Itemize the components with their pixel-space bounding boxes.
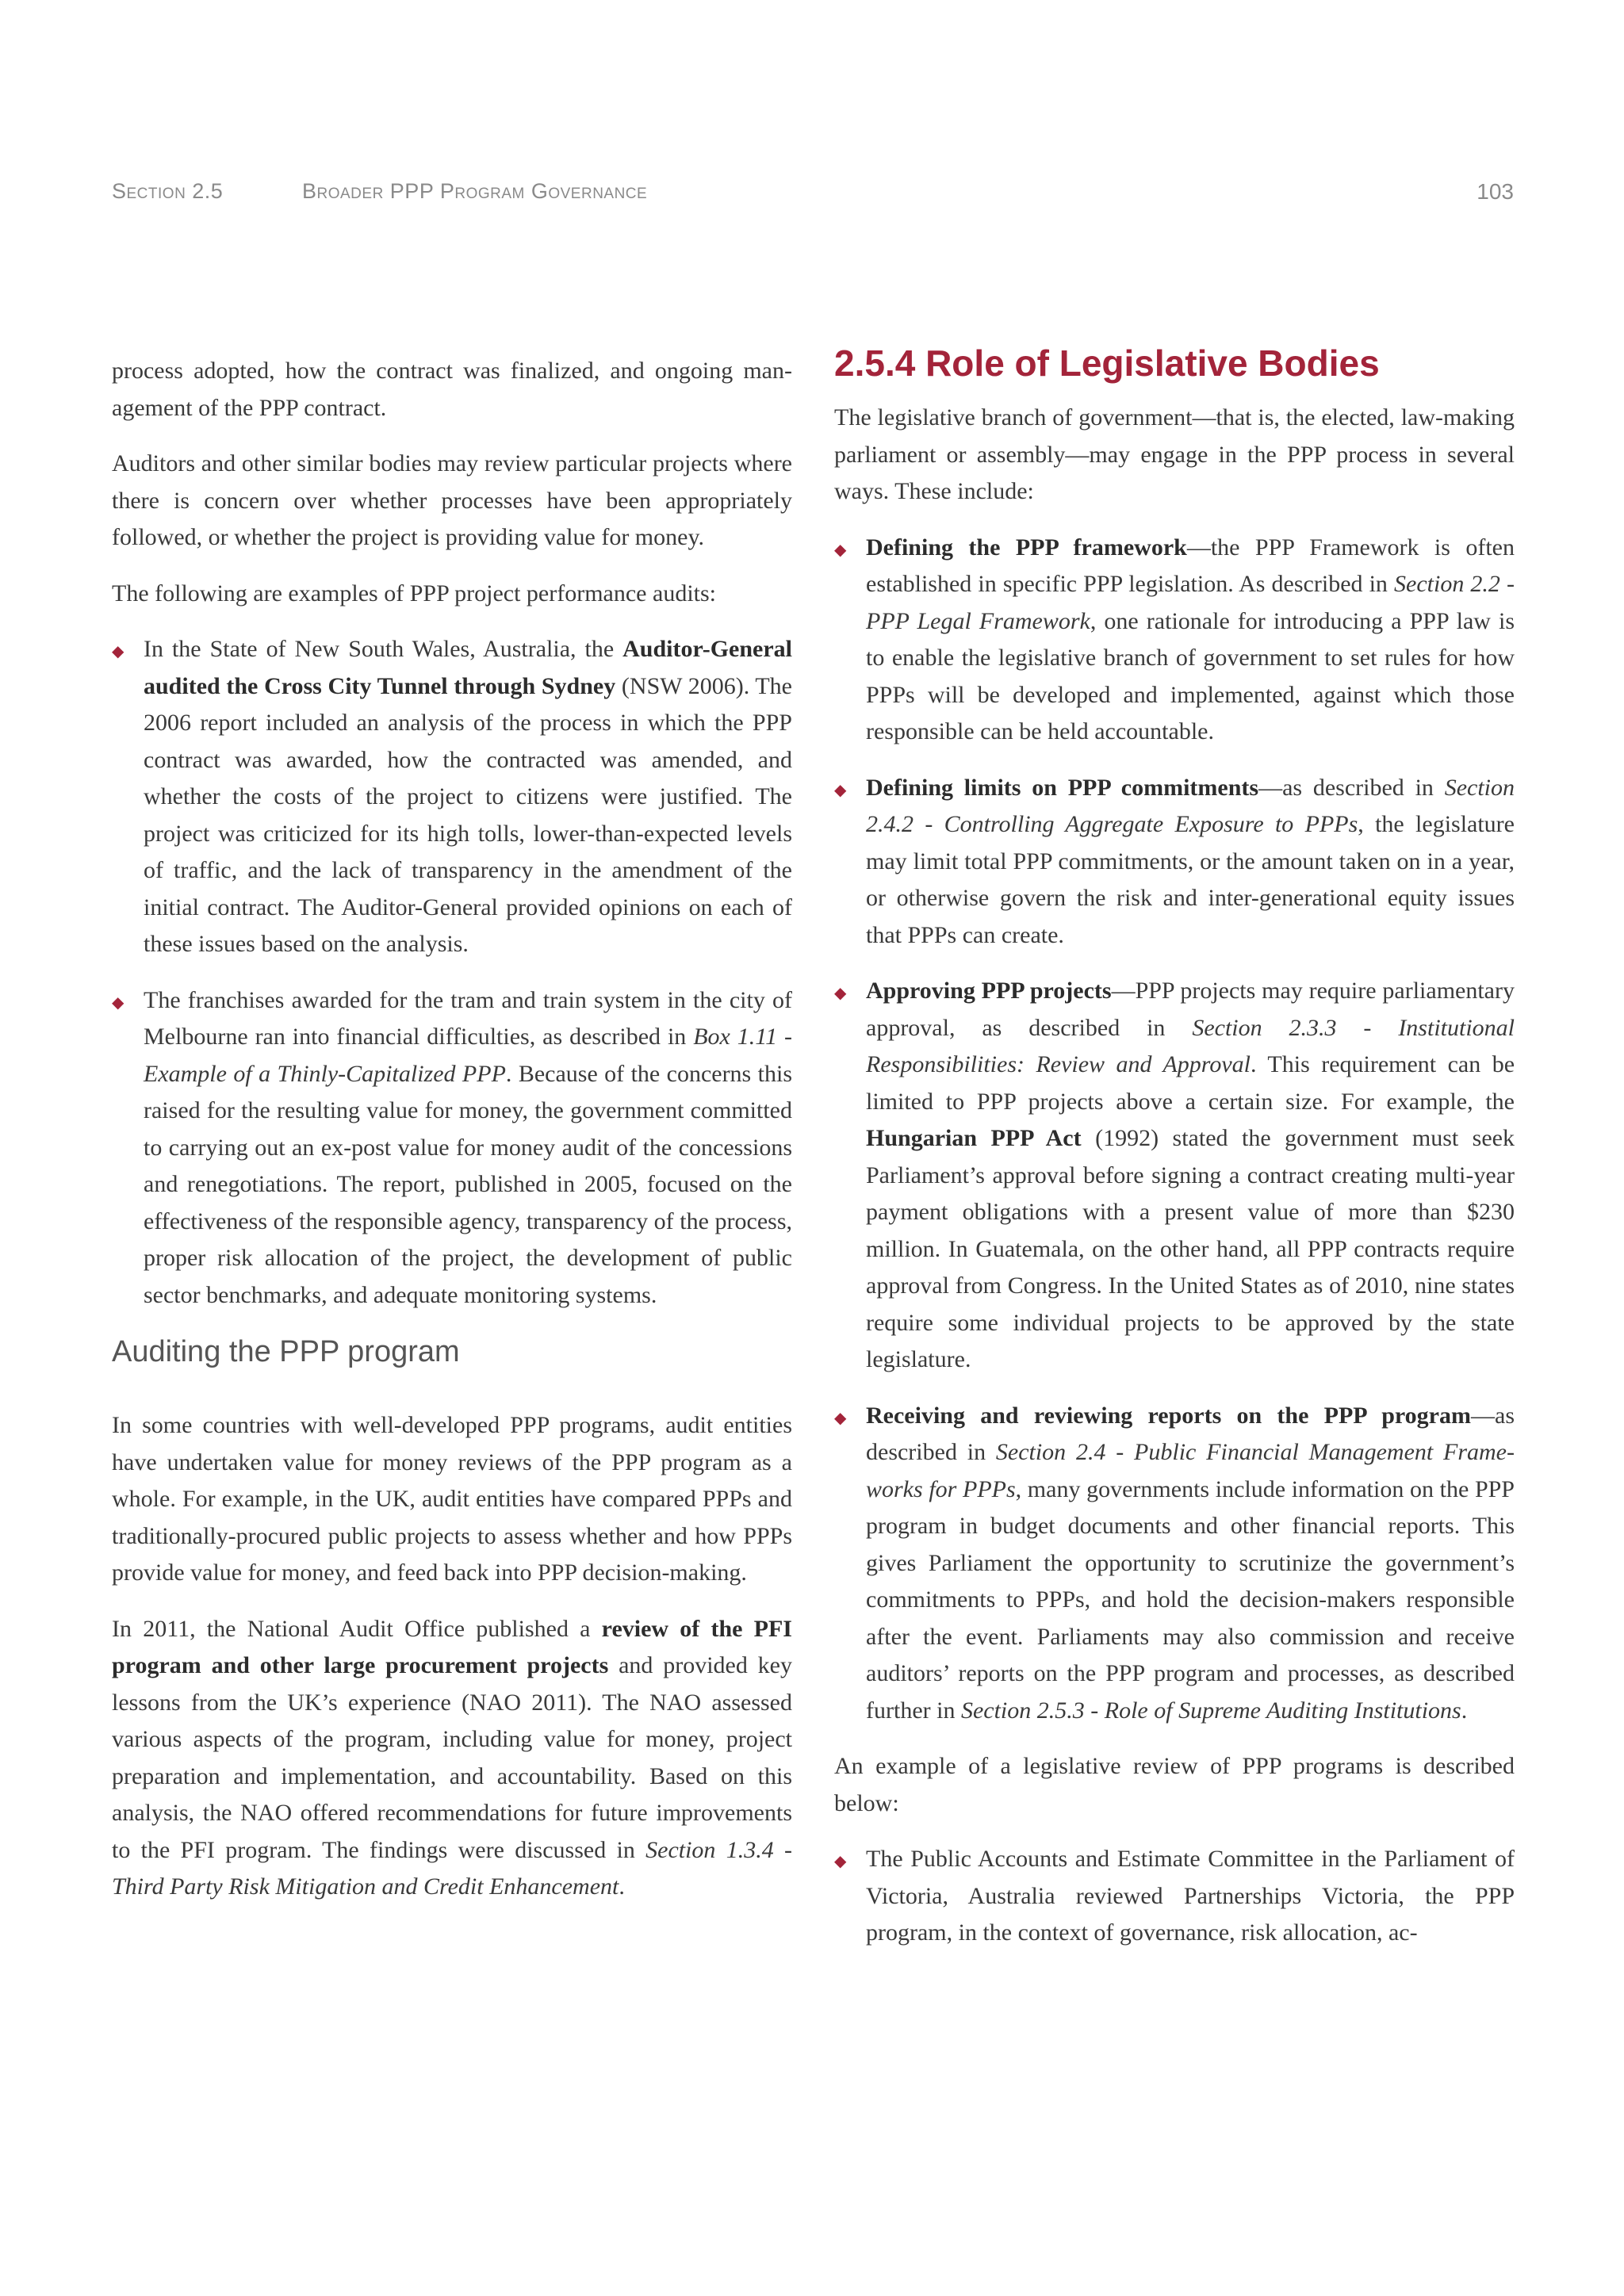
paragraph-examples-intro: The following are examples of PPP project performance audits:	[112, 580, 716, 607]
paragraph-example-intro: An example of a legislative review of PPP programs is described below:	[834, 1753, 1515, 1816]
diamond-bullet-icon: ◆	[112, 992, 124, 1012]
paragraph-program-audits: In some countries with well-developed PPP programs, audit entities have undertaken value for money reviews of the PPP program as a whole. For example, in the UK, audit entities have compared PPPs and traditionally-procured public projects to assess whether and how PPPs provide value for money, and feed back into PPP decision-making.	[112, 1412, 792, 1586]
header-title: Broader PPP Program Governance	[302, 179, 648, 203]
section-heading: 2.5.4 Role of Legislative Bodies	[834, 342, 1380, 384]
paragraph-legislative-intro: The legislative branch of government—that is, the elected, law-making parliament or assembly—may engage in the PPP process in several ways. These include:	[834, 404, 1515, 504]
list-item: ◆ In the State of New South Wales, Australia, the Auditor-General audited the Cross City Tunnel through Sydney (NSW 2006). The 2006 report included an analysis of the process in which the PPP contract was awarded, how the contracted was amended, and whether the costs of the project to citizens were justified. The project was criticized for its high tolls, lower-than-expected levels of traffic, and the lack of transparency in the amendment of the initial contract. The Auditor-General provided opinions on each of these issues based on the analysis.	[112, 631, 792, 963]
list-item: ◆ Approving PPP projects—PPP projects may require parliamentary approval, as described in Section 2.3.3 - Institutional Responsibilities: Review and Approval. This requirement can be limited to PPP projects above a certain size. For example, the Hungarian PPP Act (1992) stated the government must seek Parliament’s approval before signing a contract creating multi-year payment obligations with a present value of more than $230 million. In Guatemala, on the other hand, all PPP contracts require approval from Congress. In the United States as of 2010, nine states require some individual projects to be approved by the state legislature.	[834, 973, 1515, 1379]
diamond-bullet-icon: ◆	[834, 1407, 847, 1427]
legislative-roles-list	[834, 530, 1515, 1730]
list-item: ◆ Receiving and reviewing reports on the PPP program—as described in Section 2.4 - Public Financial Management Frameworks for PPPs, many governments include information on the PPP program in budget documents and other financial reports. This gives Parliament the opportunity to scrutinize the government’s commitments to PPPs, and hold the decision-makers responsible after the event. Parliaments may also commission and receive auditors’ reports on the PPP program and processes, as described further in Section 2.5.3 - Role of Supreme Auditing Institutions.	[834, 1398, 1515, 1730]
right-column	[834, 341, 1515, 1971]
diamond-bullet-icon: ◆	[834, 539, 847, 559]
subheading-auditing: Auditing the PPP program	[112, 1335, 460, 1368]
paragraph-auditors: Auditors and other similar bodies may review particular projects where there is concern over whether processes have been appropriately followed, or whether the project is providing value for money.	[112, 450, 792, 550]
paragraph-nao: In 2011, the National Audit Office published a review of the PFI program and other large procurement projects and provided key lessons from the UK’s experience (NAO 2011). The NAO assessed various aspects of the program, including value for money, project preparation and implementation, and accountability. Based on this analysis, the NAO offered recommendations for future improvements to the PFI program. The findings were discussed in Section 1.3.4 - Third Party Risk Mitigation and Credit Enhancement.	[112, 1615, 792, 1900]
diamond-bullet-icon: ◆	[112, 641, 124, 660]
paragraph-continuation: process adopted, how the contract was finalized, and ongoing management of the PPP contract.	[112, 358, 792, 421]
diamond-bullet-icon: ◆	[834, 779, 847, 799]
running-header	[112, 179, 1514, 211]
page-number: 103	[1477, 179, 1514, 204]
diamond-bullet-icon: ◆	[834, 1851, 847, 1870]
header-section: Section 2.5	[112, 179, 224, 203]
diamond-bullet-icon: ◆	[834, 983, 847, 1002]
audit-examples-list	[112, 631, 792, 1314]
list-item: ◆ Defining limits on PPP commitments—as described in Section 2.4.2 - Controlling Aggregate Exposure to PPPs, the legislature may limit total PPP commitments, or the amount taken on in a year, or otherwise govern the risk and inter-generational equity issues that PPPs can create.	[834, 770, 1515, 955]
list-item: ◆ The franchises awarded for the tram and train system in the city of Melbourne ran into financial difficulties, as described in Box 1.11 - Example of a Thinly-Capitalized PPP. Because of the concerns this raised for the resulting value for money, the government committed to carrying out an ex-post value for money audit of the concessions and renegotiations. The report, published in 2005, focused on the effectiveness of the responsible agency, transparency of the process, proper risk allocation of the project, the development of public sector benchmarks, and adequate monitoring systems.	[112, 982, 792, 1314]
list-item: ◆ The Public Accounts and Estimate Committee in the Parliament of Victoria, Australia reviewed Partnerships Victoria, the PPP program, in the context of governance, risk allocation, ac-	[834, 1841, 1515, 1952]
example-list	[834, 1841, 1515, 1952]
list-item: ◆ Defining the PPP framework—the PPP Framework is often established in specific PPP legislation. As described in Section 2.2 - PPP Legal Framework, one rationale for introducing a PPP law is to enable the legislative branch of government to set rules for how PPPs will be developed and implemented, against which those responsible can be held accountable.	[834, 530, 1515, 751]
left-column	[112, 353, 792, 1925]
